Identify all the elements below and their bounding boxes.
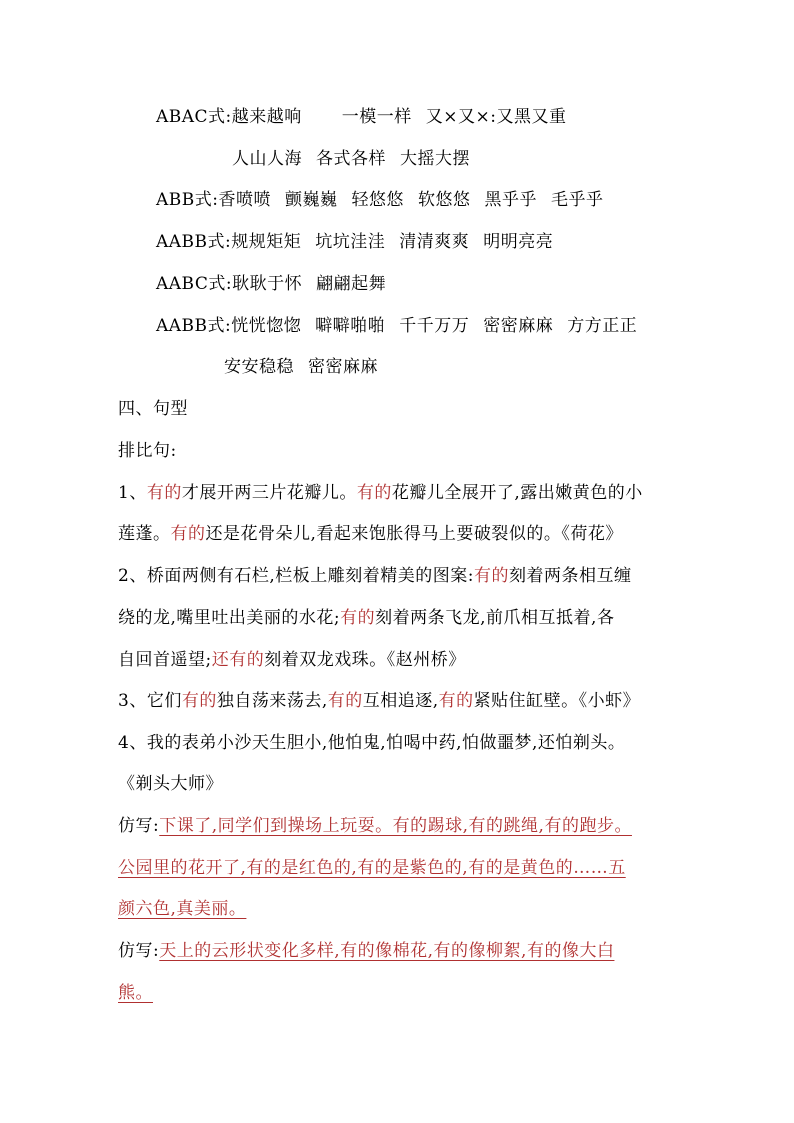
sentence-1-line-1 [118,481,643,505]
imitation-2-line-1 [118,939,614,963]
word: 噼噼啪啪 [315,316,386,336]
imitation-1-line-2 [118,856,626,880]
sentence-4-line-2: 《剃头大师》 [118,774,223,794]
abac-row-2 [232,147,470,171]
imitation-2-line-2 [118,981,153,1005]
section-subheading: 排比句: [118,441,177,461]
text: 刻着两条飞龙,前爪相互抵着,各 [375,608,615,628]
text: 花瓣儿全展开了,露出嫩黄色的小 [391,483,643,503]
text: 紧贴住缸壁。《小虾》 [473,691,641,711]
text: 刻着双龙戏珠。《赵州桥》 [264,650,466,670]
imitation-1-line-1 [118,814,632,838]
abb-row [156,188,604,212]
highlight: 有的 [473,566,509,586]
word: 软悠悠 [418,190,471,210]
abac-label: ABAC式: [156,107,232,127]
word: 规规矩矩 [231,232,302,252]
text: 独自荡来荡去, [216,691,328,711]
imitation-text: 下课了,同学们到操场上玩耍。有的踢球,有的跳绳,有的跑步。 [159,816,632,836]
text: 3、它们 [118,691,182,711]
aabb-row-2b [224,355,378,379]
word: 千千万万 [399,316,470,336]
imitation-text: 熊。 [118,983,153,1003]
word: 轻悠悠 [351,190,404,210]
imitation-text: 颜六色,真美丽。 [118,899,247,919]
word: 耿耿于怀 [232,274,303,294]
text: 1、 [118,483,147,503]
word: 各式各样 [316,149,386,169]
text: 还是花骨朵儿,看起来饱胀得马上要破裂似的。《荷花》 [205,524,623,544]
imitation-1-line-3 [118,897,246,921]
word: 安安稳稳 [224,357,294,377]
word: 毛乎乎 [551,190,604,210]
highlight: 有的 [181,691,217,711]
text: 才展开两三片花瓣儿。 [181,483,357,503]
text: 莲蓬。 [118,524,171,544]
imitation-label: 仿写: [118,941,160,961]
word: 恍恍惚惚 [231,316,302,336]
highlight: 有的 [146,483,182,503]
abac-row-1 [156,105,567,129]
text: 2、桥面两侧有石栏,栏板上雕刻着精美的图案: [118,566,474,586]
text: 刻着两条相互缠 [508,566,632,586]
highlight: 有的 [438,691,474,711]
imitation-text: 天上的云形状变化多样,有的像棉花,有的像柳絮,有的像大白 [159,941,615,961]
word: 香喷喷 [218,190,271,210]
highlight: 还有的 [211,650,265,670]
highlight: 有的 [170,524,206,544]
text: 自回首遥望; [118,650,212,670]
imitation-text: 公园里的花开了,有的是红色的,有的是紫色的,有的是黄色的……五 [118,858,626,878]
aabc-row [156,272,386,296]
aabb-row-1 [156,230,553,254]
word: 一模一样 [341,107,412,127]
word: 密密麻麻 [483,316,554,336]
word: 翩翩起舞 [316,274,387,294]
word: 越来越响 [231,107,302,127]
text: 互相追逐, [362,691,439,711]
aabb-label: AABB式: [156,316,232,336]
sentence-1-line-2 [118,522,623,546]
sentence-2-line-1 [118,564,631,588]
aabb-label: AABB式: [156,232,232,252]
word: 大摇大摆 [400,149,470,169]
highlight: 有的 [327,691,363,711]
imitation-label: 仿写: [118,816,160,836]
word: 清清爽爽 [399,232,470,252]
word: 人山人海 [232,149,302,169]
word: 明明亮亮 [483,232,554,252]
section-heading: 四、句型 [118,399,188,419]
sentence-2-line-3 [118,648,466,672]
word: 黑乎乎 [484,190,537,210]
word: 颤巍巍 [285,190,338,210]
sentence-3 [118,689,640,713]
abb-label: ABB式: [156,190,219,210]
word: 又×又×:又黑又重 [425,107,567,127]
word: 密密麻麻 [308,357,378,377]
word: 方方正正 [567,316,638,336]
aabb-row-2 [156,314,637,338]
sentence-4-line-1: 4、我的表弟小沙天生胆小,他怕鬼,怕喝中药,怕做噩梦,还怕剃头。 [118,733,626,753]
word: 坑坑洼洼 [315,232,386,252]
highlight: 有的 [340,608,376,628]
highlight: 有的 [356,483,392,503]
aabc-label: AABC式: [156,274,233,294]
text: 绕的龙,嘴里吐出美丽的水花; [118,608,341,628]
sentence-2-line-2 [118,606,614,630]
